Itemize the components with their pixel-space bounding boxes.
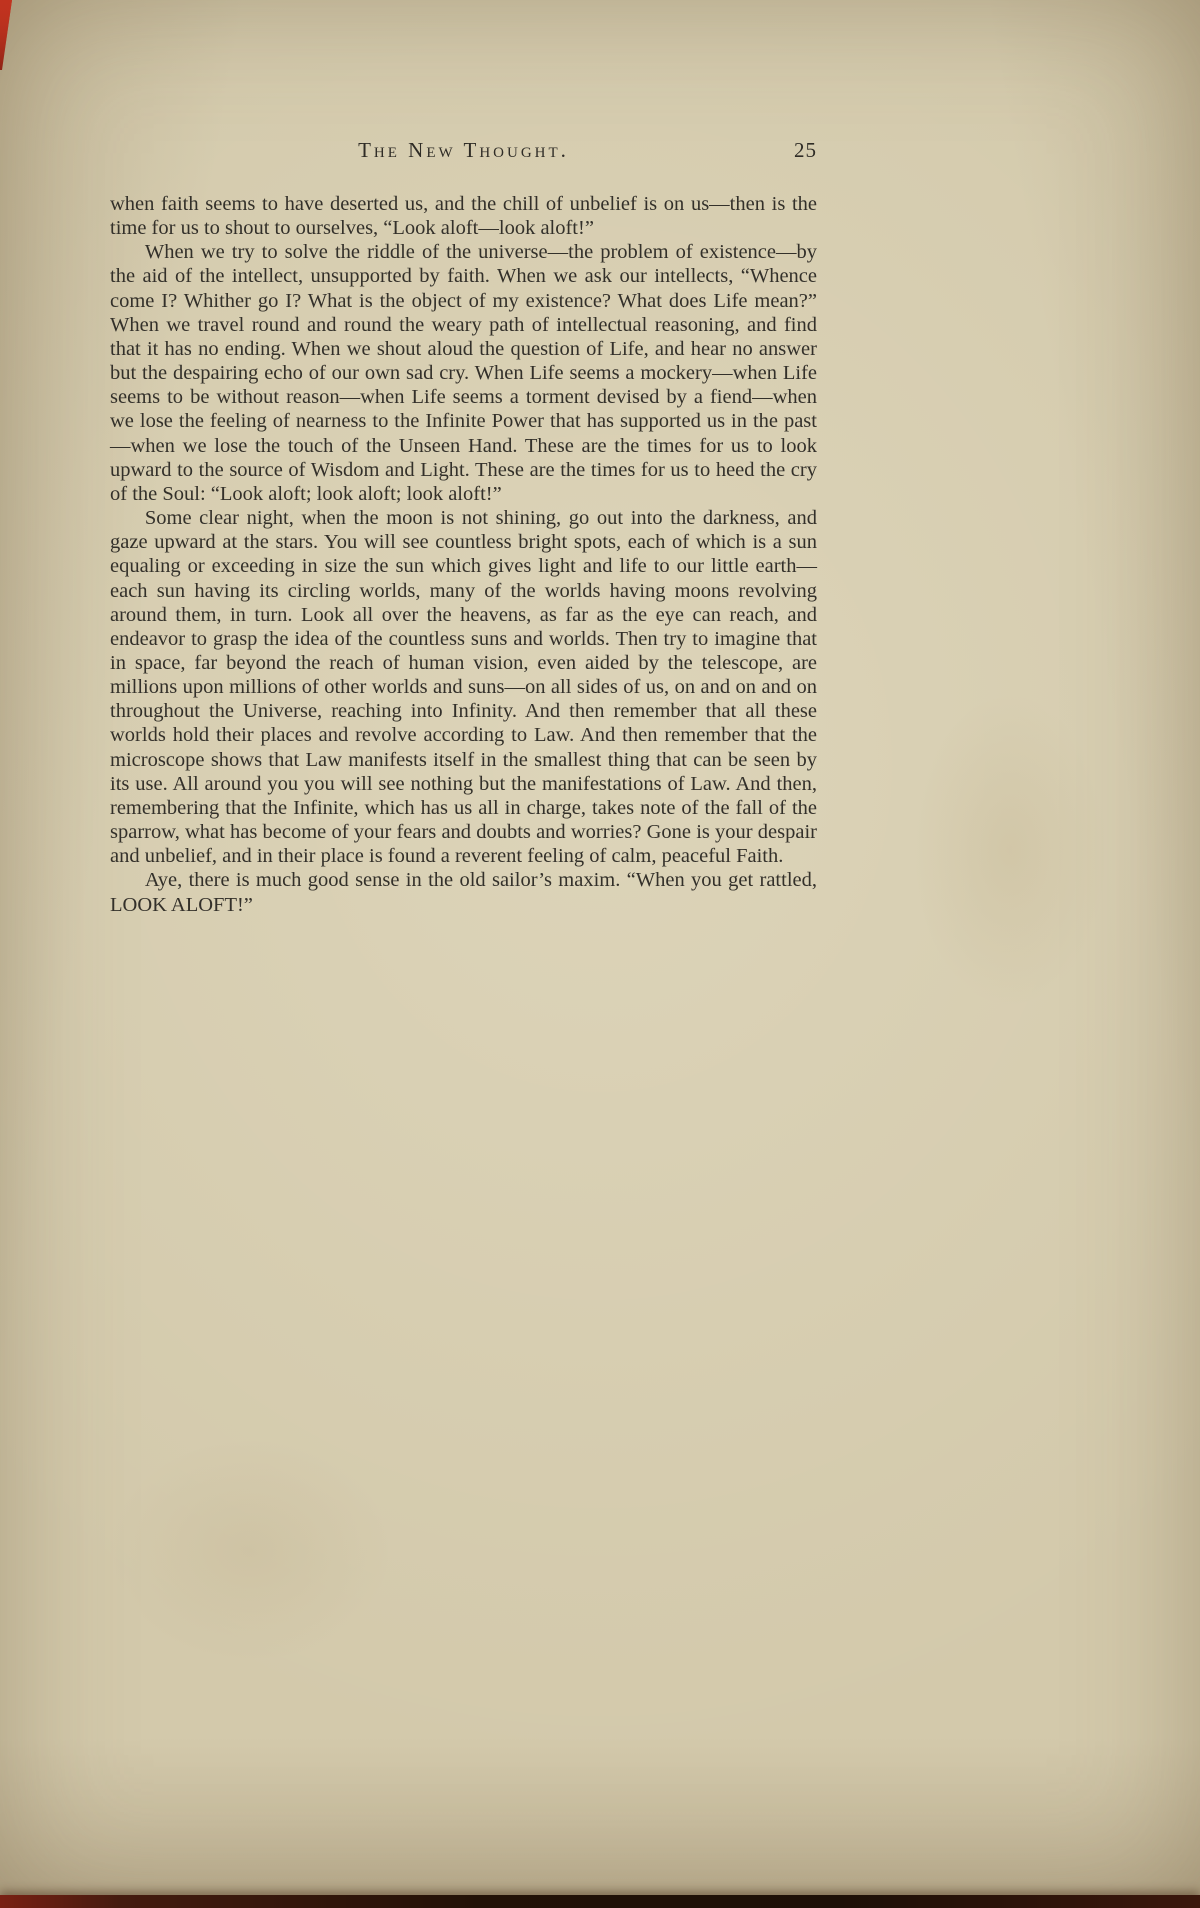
page-title: The New Thought. [358,138,569,162]
binding-edge-top-left [0,0,20,70]
paper-stain [880,640,1140,1060]
page-bottom-edge [0,1895,1200,1908]
paragraph-3: Some clear night, when the moon is not shining, go out into the darkness, and gaze upward at the stars. You will see countless bright spots, each of which is a sun equaling or exceeding in size the sun which gives light and life to our little earth—each sun having its circling worlds, many of the worlds having moons revolving around them, in turn. Look all over the heavens, as far as the eye can reach, and endeavor to grasp the idea of the countless suns and worlds. Then try to imagine that in space, far beyond the reach of human vision, even aided by the telescope, are millions upon millions of other worlds and suns—on all sides of us, on and on and on throughout the Universe, reaching into Infinity. And then remember that all these worlds hold their places and revolve according to Law. And then remember that the microscope shows that Law manifests itself in the smallest thing that can be seen by its use. All around you you will see nothing but the manifestations of Law. And then, remembering that the Infinite, which has us all in charge, takes note of the fall of the sparrow, what has become of your fears and doubts and worries? Gone is your despair and unbelief, and in their place is found a reverent feeling of calm, peaceful Faith. [110,507,817,868]
running-header [110,138,817,164]
page-content [110,138,817,917]
paragraph-2: When we try to solve the riddle of the universe—the problem of existence—by the aid of the intellect, unsupported by faith. When we ask our intellects, “Whence come I? Whither go I? What is the object of my existence? What does Life mean?” When we travel round and round the weary path of intellectual reasoning, and find that it has no ending. When we shout aloud the question of Life, and hear no answer but the despairing echo of our own sad cry. When Life seems a mockery—when Life seems to be without reason—when Life seems a torment devised by a fiend—when we lose the feeling of nearness to the Infinite Power that has supported us in the past—when we lose the touch of the Unseen Hand. These are the times for us to look upward to the source of Wisdom and Light. These are the times for us to heed the cry of the Soul: “Look aloft; look aloft; look aloft!” [110,241,817,505]
page-number: 25 [794,138,817,162]
paper-stain [60,1400,440,1700]
paragraph-4: Aye, there is much good sense in the old sailor’s maxim. “When you get rattled, LOOK ALOFT!” [110,869,817,916]
body-text [110,192,817,917]
paragraph-1: when faith seems to have deserted us, and the chill of unbelief is on us—then is the time for us to shout to ourselves, “Look aloft—look aloft!” [110,193,817,240]
